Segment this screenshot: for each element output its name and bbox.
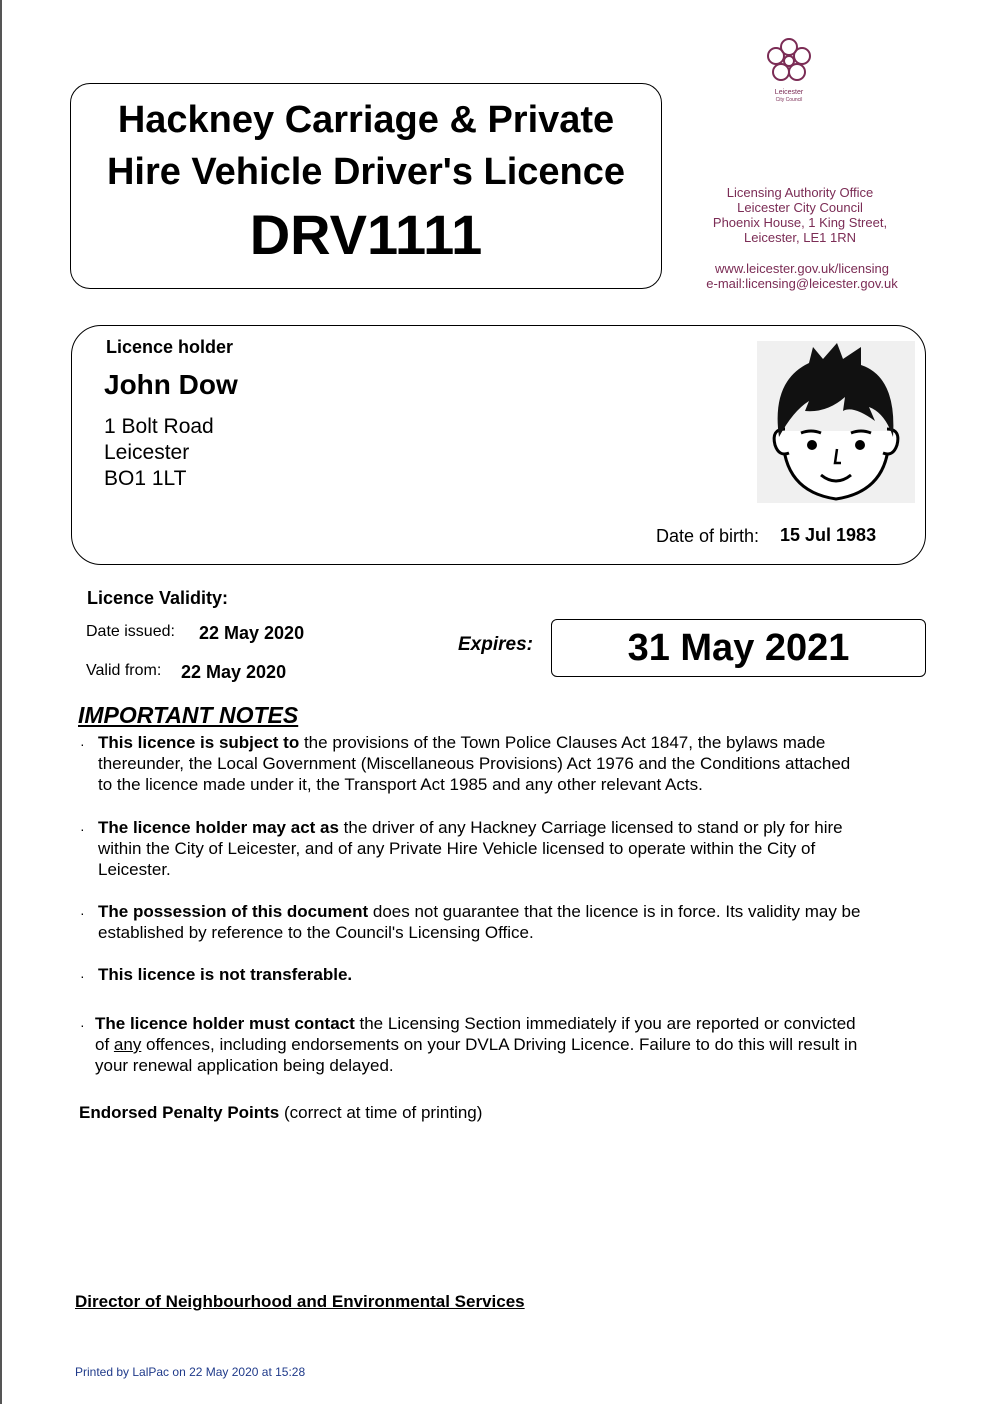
director-title: Director of Neighbourhood and Environmental Services — [75, 1292, 525, 1311]
page-edge — [0, 0, 2, 1404]
address-line: 1 Bolt Road — [104, 415, 214, 438]
title-line-2: Hire Vehicle Driver's Licence — [106, 151, 626, 193]
licence-number: DRV1111 — [249, 203, 483, 266]
note-2 — [98, 817, 843, 880]
bullet: · — [80, 736, 85, 752]
office-line: Phoenix House, 1 King Street, — [712, 215, 888, 230]
note-1-text: the provisions of the Town Police Clauses Act 1847, the bylaws made — [299, 733, 826, 752]
note-2-text: within the City of Leicester, and of any Private Hire Vehicle licensed to operate within the City of — [98, 839, 816, 858]
note-2-text: Leicester. — [98, 860, 171, 879]
note-2-text: the driver of any Hackney Carriage licensed to stand or ply for hire — [338, 818, 843, 837]
note-1-text: thereunder, the Local Government (Miscellaneous Provisions) Act 1976 and the Conditions attached — [98, 754, 851, 773]
penalty-points-note: (correct at time of printing) — [279, 1103, 483, 1122]
office-line: Leicester, LE1 1RN — [743, 230, 856, 245]
note-5-bold: The licence holder must contact — [95, 1014, 355, 1033]
email: e-mail:licensing@leicester.gov.uk — [706, 276, 898, 291]
penalty-points-label: Endorsed Penalty Points — [79, 1103, 280, 1122]
issued-label: Date issued: — [86, 623, 175, 640]
dob-label: Date of birth: — [656, 526, 760, 546]
note-2-bold: The licence holder may act as — [98, 818, 339, 837]
office-line: Licensing Authority Office — [726, 185, 874, 200]
office-address — [690, 185, 910, 245]
address-line: BO1 1LT — [104, 467, 187, 490]
holder-label: Licence holder — [106, 337, 234, 357]
rose-icon — [764, 36, 814, 84]
note-4-bold: This licence is not transferable. — [98, 965, 353, 984]
validity-heading: Licence Validity: — [87, 588, 229, 608]
note-5-text: offences, including endorsements on your DVLA Driving Licence. Failure to do this will result in — [141, 1035, 858, 1054]
dob-value: 15 Jul 1983 — [780, 525, 877, 545]
holder-photo — [757, 341, 915, 503]
bullet: · — [80, 968, 85, 984]
logo-sub: City Council — [775, 97, 803, 103]
expires-date: 31 May 2021 — [551, 619, 926, 677]
bullet: · — [80, 1017, 85, 1033]
bullet: · — [80, 821, 85, 837]
logo-name: Leicester — [774, 89, 804, 96]
council-logo — [758, 36, 820, 103]
expires-label: Expires: — [458, 634, 533, 655]
valid-from-label: Valid from: — [86, 662, 162, 679]
note-3-text: established by reference to the Council's Licensing Office. — [98, 923, 534, 942]
valid-from-date: 22 May 2020 — [181, 662, 287, 682]
note-1-bold: This licence is subject to — [98, 733, 300, 752]
note-1 — [98, 732, 850, 795]
note-3 — [98, 901, 860, 943]
holder-name: John Dow — [104, 369, 238, 400]
face-portrait — [757, 341, 915, 503]
penalty-points — [79, 1103, 482, 1123]
note-5-underlined: any — [113, 1035, 142, 1054]
note-5-text: your renewal application being delayed. — [95, 1056, 394, 1075]
office-contact — [690, 261, 914, 291]
note-5-text: the Licensing Section immediately if you are reported or convicted — [354, 1014, 856, 1033]
title-box — [70, 83, 662, 289]
issued-date: 22 May 2020 — [199, 623, 305, 643]
address-line: Leicester — [104, 441, 190, 464]
note-4 — [98, 964, 352, 985]
note-3-bold: The possession of this document — [98, 902, 369, 921]
bullet: · — [80, 905, 85, 921]
website: www.leicester.gov.uk/licensing — [715, 261, 889, 276]
office-line: Leicester City Council — [737, 200, 863, 215]
note-1-text: to the licence made under it, the Transport Act 1985 and any other relevant Acts. — [98, 775, 703, 794]
title-line-1: Hackney Carriage & Private — [117, 99, 615, 141]
note-5 — [95, 1013, 857, 1076]
printed-footer: Printed by LalPac on 22 May 2020 at 15:28 — [75, 1365, 306, 1379]
note-5-text: of — [95, 1035, 114, 1054]
notes-title: IMPORTANT NOTES — [78, 702, 299, 728]
note-3-text: does not guarantee that the licence is in force. Its validity may be — [368, 902, 861, 921]
